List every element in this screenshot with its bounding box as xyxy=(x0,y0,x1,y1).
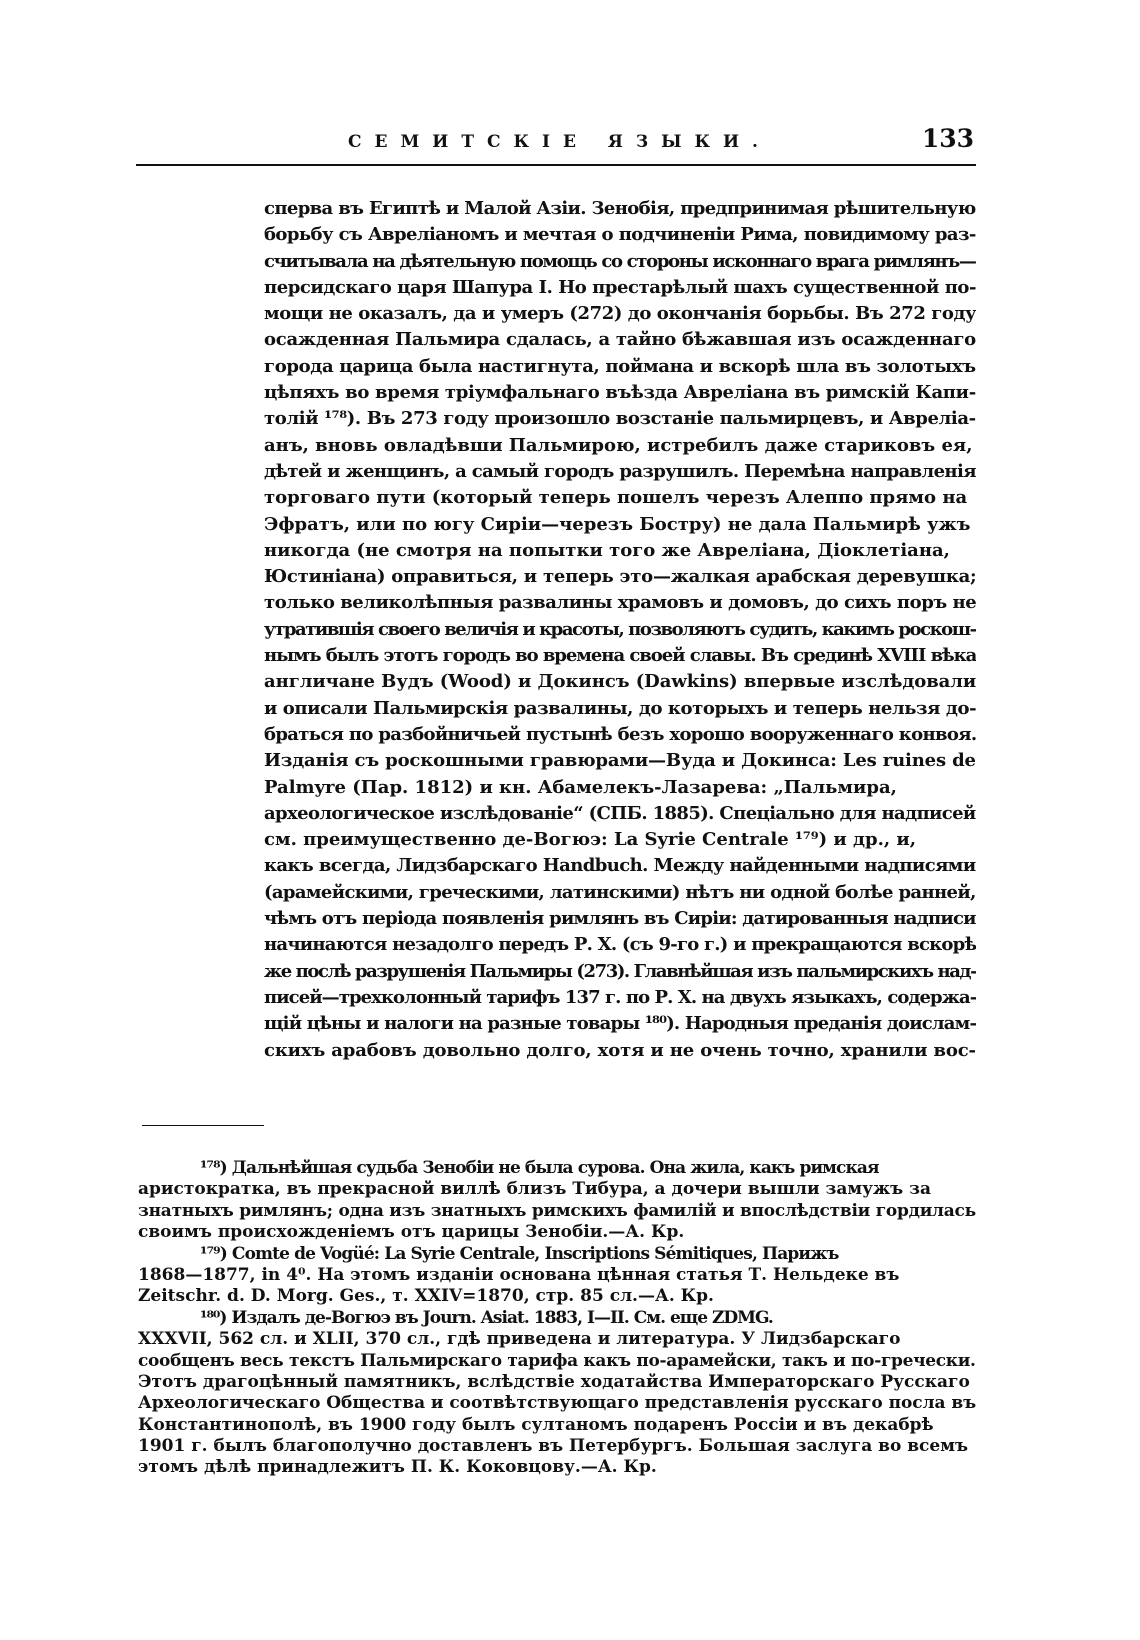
text-line: дѣтей и женщинъ, а самый городъ разрушилъ. Перемѣна направленія xyxy=(264,460,976,482)
footnote-line: Археологическаго Общества и соотвѣтствующаго представленія русскаго посла въ xyxy=(138,1393,976,1414)
footnote-line: сообщенъ весь текстъ Пальмирскаго тарифа какъ по-арамейски, такъ и по-гречески. xyxy=(138,1350,976,1371)
footnote-line: XXXVII, 562 сл. и XLII, 370 сл., гдѣ приведена и литература. У Лидзбарскаго xyxy=(138,1329,901,1350)
text-line: Изданія съ роскошными гравюрами—Вуда и Докинса: Les ruines de xyxy=(264,750,976,772)
footnote-line: этомъ дѣлѣ принадлежитъ П. К. Коковцову.—А. Кр. xyxy=(138,1457,657,1478)
text-line: считывала на дѣятельную помощь со стороны исконнаго врага римлянъ— xyxy=(264,250,976,272)
footnote-separator xyxy=(142,1125,264,1126)
page-number: 133 xyxy=(921,124,974,153)
footnote-line: Zeitschr. d. D. Morg. Ges., т. XXIV=1870, стр. 85 сл.—А. Кр. xyxy=(138,1286,714,1307)
text-line: какъ всегда, Лидзбарскаго Handbuch. Между найденными надписями xyxy=(264,855,976,877)
text-line: Эфратъ, или по югу Сиріи—черезъ Бостру) не дала Пальмирѣ ужъ xyxy=(264,513,971,535)
text-line: щій цѣны и налоги на разные товары ¹⁸⁰). Народныя преданія доислам- xyxy=(264,1013,976,1035)
text-line: никогда (не смотря на попытки того же Авреліана, Діоклетіана, xyxy=(264,539,950,561)
text-line: скихъ арабовъ довольно долго, хотя и не очень точно, хранили вос- xyxy=(264,1039,976,1061)
footnote-line: Этотъ драгоцѣнный памятникъ, вслѣдствіе ходатайства Императорскаго Русскаго xyxy=(138,1371,970,1392)
text-line: нымъ былъ этотъ городъ во времена своей славы. Въ срединѣ XVIII вѣка xyxy=(264,645,976,667)
text-line: цѣпяхъ во время тріумфальнаго въѣзда Авреліана въ римскій Капи- xyxy=(264,382,976,404)
text-line: города царица была настигнута, поймана и вскорѣ шла въ золотыхъ xyxy=(264,355,976,377)
text-line: анъ, вновь овладѣвши Пальмирою, истребилъ даже стариковъ ея, xyxy=(264,434,973,456)
footnote-line: 1868—1877, in 4⁰. На этомъ изданіи основана цѣнная статья Т. Нельдеке въ xyxy=(138,1264,900,1285)
text-line: только великолѣпныя развалины храмовъ и домовъ, до сихъ поръ не xyxy=(264,592,976,614)
text-line: толій ¹⁷⁸). Въ 273 году произошло возстаніе пальмирцевъ, и Авреліа- xyxy=(264,408,976,430)
text-line: см. преимущественно де-Вогюэ: La Syrie Centrale ¹⁷⁹) и др., и, xyxy=(264,829,916,851)
footnote-line: аристократка, въ прекрасной виллѣ близъ Тибура, а дочери вышли замужъ за xyxy=(138,1179,931,1200)
running-title: СЕМИТСКІЕ ЯЗЫКИ. xyxy=(348,132,771,152)
text-line: торговаго пути (который теперь пошелъ черезъ Алеппо прямо на xyxy=(264,487,968,509)
text-line: осажденная Пальмира сдалась, а тайно бѣжавшая изъ осажденнаго xyxy=(264,329,976,351)
text-line: персидскаго царя Шапура I. Но престарѣлый шахъ существенной по- xyxy=(264,276,976,298)
footnote-line: 1901 г. былъ благополучно доставленъ въ Петербургъ. Большая заслуга во всемъ xyxy=(138,1436,969,1457)
text-line: археологическое изслѣдованіе“ (СПБ. 1885). Спеціально для надписей xyxy=(264,802,976,824)
text-line: утратившія своего величія и красоты, позволяютъ судить, какимъ роскош- xyxy=(264,618,976,640)
text-line: Palmyre (Пар. 1812) и кн. Абамелекъ-Лазарева: „Пальмира, xyxy=(264,776,897,798)
footnote-line: своимъ происхожденіемъ отъ царицы Зенобіи.—А. Кр. xyxy=(138,1222,685,1243)
text-line: (арамейскими, греческими, латинскими) нѣтъ ни одной болѣе ранней, xyxy=(264,881,976,903)
text-line: браться по разбойничьей пустынѣ безъ хорошо вооруженнаго конвоя. xyxy=(264,723,976,745)
text-line: Юстиніана) оправиться, и теперь это—жалкая арабская деревушка; xyxy=(264,566,976,588)
footnote-line: ¹⁷⁹) Comte de Vogüé: La Syrie Centrale, Inscriptions Sémitiques, Парижъ xyxy=(200,1243,839,1264)
text-line: мощи не оказалъ, да и умеръ (272) до окончанія борьбы. Въ 272 году xyxy=(264,303,976,325)
footnote-line: ¹⁸⁰) Издалъ де-Вогюэ въ Journ. Asiat. 1883, I—II. См. еще ZDMG. xyxy=(200,1307,773,1328)
footnote-line: Константинополѣ, въ 1900 году былъ султаномъ подаренъ Россіи и въ декабрѣ xyxy=(138,1414,934,1435)
text-line: и описали Пальмирскія развалины, до которыхъ и теперь нельзя до- xyxy=(264,697,976,719)
text-line: писей—трехколонный тарифъ 137 г. по Р. Х. на двухъ языкахъ, содержа- xyxy=(264,986,976,1008)
text-line: сперва въ Египтѣ и Малой Азіи. Зенобія, предпринимая рѣшительную xyxy=(264,198,976,219)
text-line: начинаются незадолго передъ Р. Х. (съ 9-го г.) и прекращаются вскорѣ xyxy=(264,934,976,956)
footnote-line: ¹⁷⁸) Дальнѣйшая судьба Зенобіи не была сурова. Она жила, какъ римская xyxy=(200,1158,879,1178)
text-line: же послѣ разрушенія Пальмиры (273). Главнѣйшая изъ пальмирскихъ над- xyxy=(264,960,976,982)
text-line: чѣмъ отъ періода появленія римлянъ въ Сиріи: датированныя надписи xyxy=(264,908,976,930)
text-line: борьбу съ Авреліаномъ и мечтая о подчиненіи Рима, повидимому раз- xyxy=(264,224,976,246)
text-line: англичане Вудъ (Wood) и Докинсъ (Dawkins) впервые изслѣдовали xyxy=(264,671,976,693)
page-header xyxy=(136,124,976,166)
main-text xyxy=(264,196,976,1064)
footnotes xyxy=(138,1158,976,1479)
footnote-line: знатныхъ римлянъ; одна изъ знатныхъ римскихъ фамилій и впослѣдствіи гордилась xyxy=(138,1200,976,1221)
